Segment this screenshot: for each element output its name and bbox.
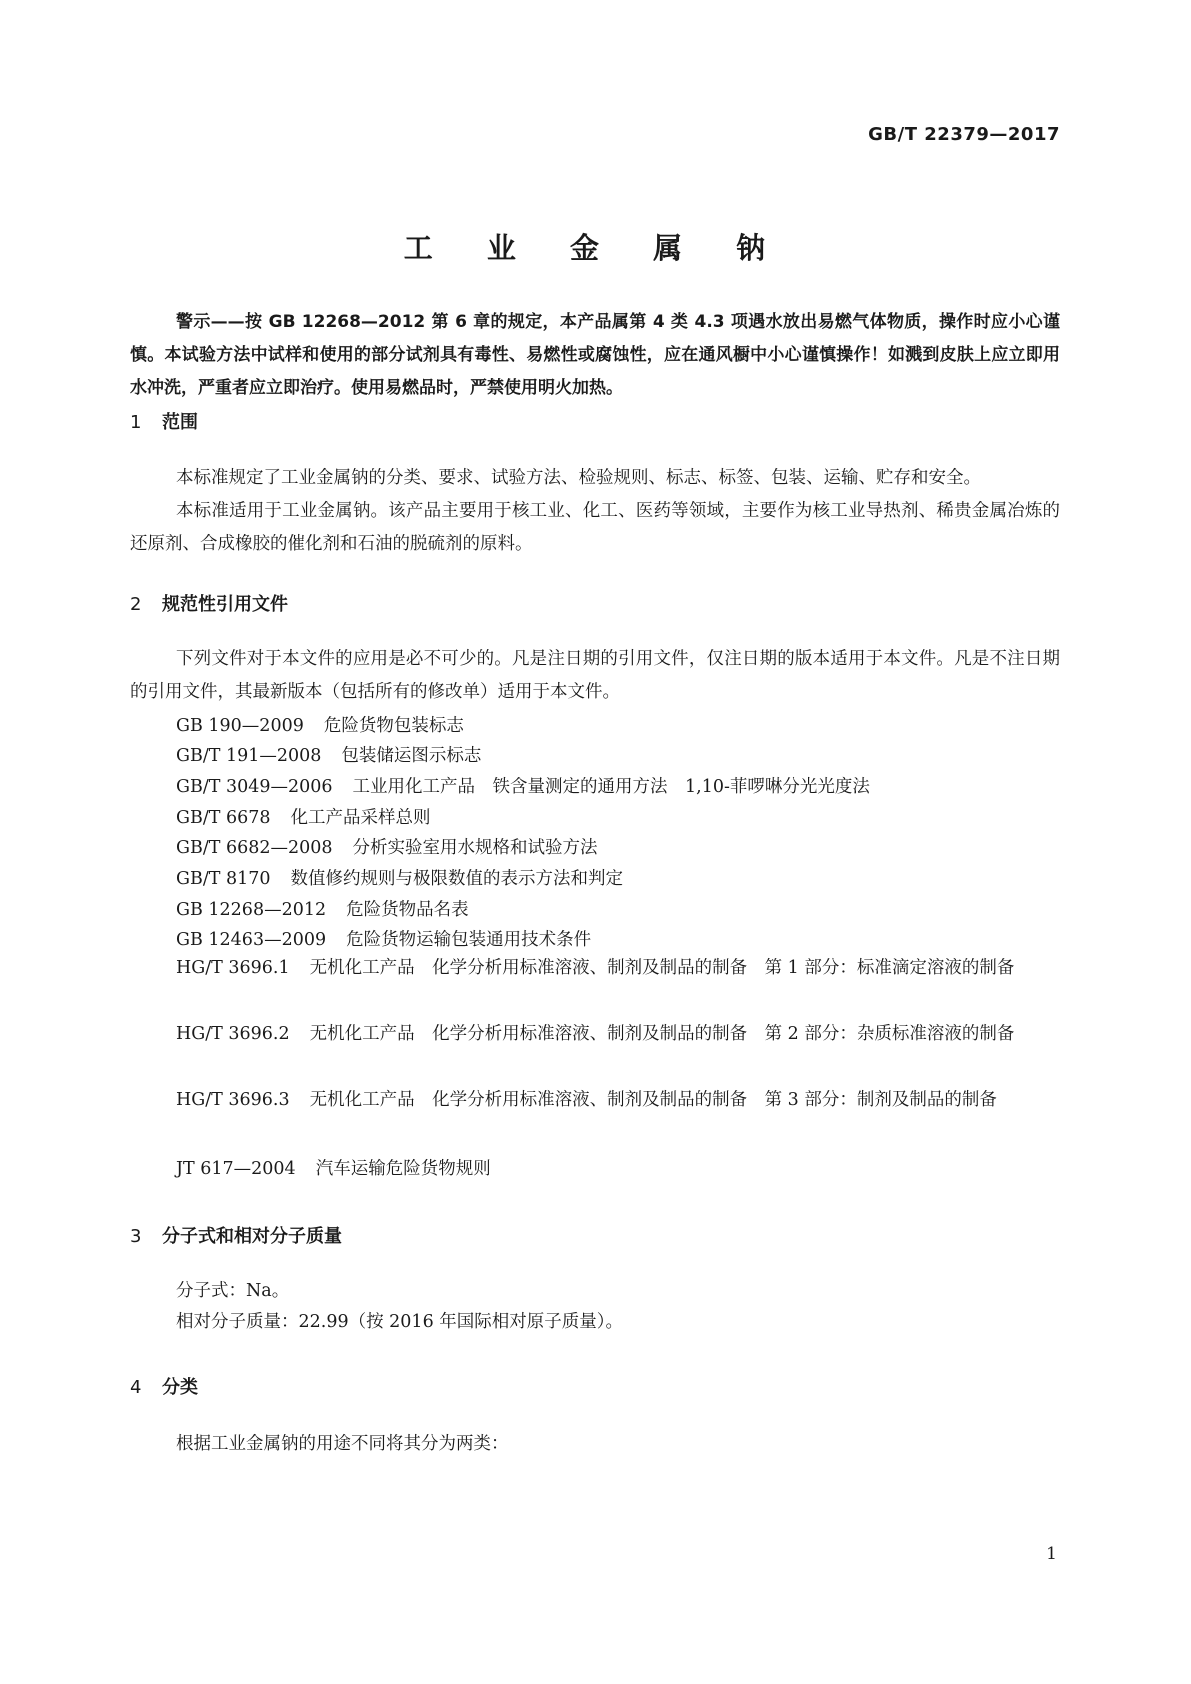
section-4-para: 根据工业金属钠的用途不同将其分为两类：	[176, 1434, 509, 1454]
section-2-heading	[130, 590, 288, 616]
reference-item	[176, 834, 598, 859]
reference-title: 分析实验室用水规格和试验方法	[352, 838, 598, 858]
reference-code: JT 617—2004	[176, 1159, 296, 1179]
section-4-heading	[130, 1373, 198, 1399]
reference-item	[176, 926, 591, 951]
reference-title: 工业用化工产品 铁含量测定的通用方法 1,10-菲啰啉分光光度法	[352, 777, 870, 797]
warning-paragraph: 警示——按 GB 12268—2012 第 6 章的规定，本产品属第 4 类 4.3 项遇水放出易燃气体物质，操作时应小心谨慎。本试验方法中试样和使用的部分试剂具有毒性、易燃性或腐蚀性，应在通风橱中小心谨慎操作！如溅到皮肤上应立即用水冲洗，严重者应立即治疗。使用易燃品时，严禁使用明火加热。	[130, 312, 1060, 398]
reference-code: HG/T 3696.2	[176, 1024, 290, 1044]
section-number: 4	[130, 1377, 142, 1398]
reference-code: GB/T 6678	[176, 808, 271, 828]
molecular-mass: 相对分子质量：22.99（按 2016 年国际相对原子质量）。	[176, 1312, 624, 1332]
reference-code: GB 190—2009	[176, 716, 304, 736]
reference-code: GB/T 191—2008	[176, 746, 322, 766]
reference-code: GB 12463—2009	[176, 930, 327, 950]
reference-title: 危险货物包装标志	[323, 716, 464, 736]
section-number: 2	[130, 594, 142, 615]
section-number: 3	[130, 1226, 142, 1247]
reference-item	[176, 742, 481, 767]
section-2-intro: 下列文件对于本文件的应用是必不可少的。凡是注日期的引用文件，仅注日期的版本适用于本文件。凡是不注日期的引用文件，其最新版本（包括所有的修改单）适用于本文件。	[130, 649, 1060, 702]
section-1-para-2: 本标准适用于工业金属钠。该产品主要用于核工业、化工、医药等领域，主要作为核工业导热剂、稀贵金属冶炼的还原剂、合成橡胶的催化剂和石油的脱硫剂的原料。	[130, 501, 1060, 554]
reference-title: 无机化工产品 化学分析用标准溶液、制剂及制品的制备 第 1 部分：标准滴定溶液的制备	[309, 958, 1015, 978]
section-title: 分类	[162, 1377, 198, 1398]
reference-code: GB 12268—2012	[176, 900, 327, 920]
section-1-heading	[130, 408, 198, 434]
reference-item	[176, 804, 431, 829]
standard-code: GB/T 22379—2017	[868, 124, 1060, 145]
reference-item	[130, 952, 1060, 985]
page-number: 1	[1046, 1544, 1057, 1564]
section-title: 范围	[162, 412, 198, 433]
reference-item	[130, 1084, 1060, 1117]
reference-title: 危险货物运输包装通用技术条件	[346, 930, 592, 950]
reference-item	[176, 1155, 491, 1180]
reference-item	[130, 1018, 1060, 1051]
section-3-heading	[130, 1222, 342, 1248]
reference-title: 无机化工产品 化学分析用标准溶液、制剂及制品的制备 第 3 部分：制剂及制品的制备	[309, 1090, 997, 1110]
molecular-formula: 分子式：Na。	[176, 1281, 290, 1301]
reference-item	[176, 896, 469, 921]
section-number: 1	[130, 412, 142, 433]
reference-code: GB/T 3049—2006	[176, 777, 333, 797]
reference-item	[176, 773, 870, 798]
reference-title: 数值修约规则与极限数值的表示方法和判定	[290, 869, 624, 889]
reference-code: HG/T 3696.1	[176, 958, 290, 978]
reference-code: GB/T 6682—2008	[176, 838, 333, 858]
reference-title: 汽车运输危险货物规则	[315, 1159, 491, 1179]
reference-title: 危险货物品名表	[346, 900, 469, 920]
reference-item	[176, 865, 623, 890]
section-title: 分子式和相对分子质量	[162, 1226, 342, 1247]
document-title: 工 业 金 属 钠	[403, 231, 788, 265]
section-1-para-1: 本标准规定了工业金属钠的分类、要求、试验方法、检验规则、标志、标签、包装、运输、贮存和安全。	[176, 468, 981, 488]
section-title: 规范性引用文件	[162, 594, 288, 615]
reference-title: 化工产品采样总则	[290, 808, 431, 828]
reference-code: GB/T 8170	[176, 869, 271, 889]
reference-title: 无机化工产品 化学分析用标准溶液、制剂及制品的制备 第 2 部分：杂质标准溶液的制备	[309, 1024, 1015, 1044]
reference-title: 包装储运图示标志	[341, 746, 482, 766]
reference-item	[176, 712, 464, 737]
reference-code: HG/T 3696.3	[176, 1090, 290, 1110]
